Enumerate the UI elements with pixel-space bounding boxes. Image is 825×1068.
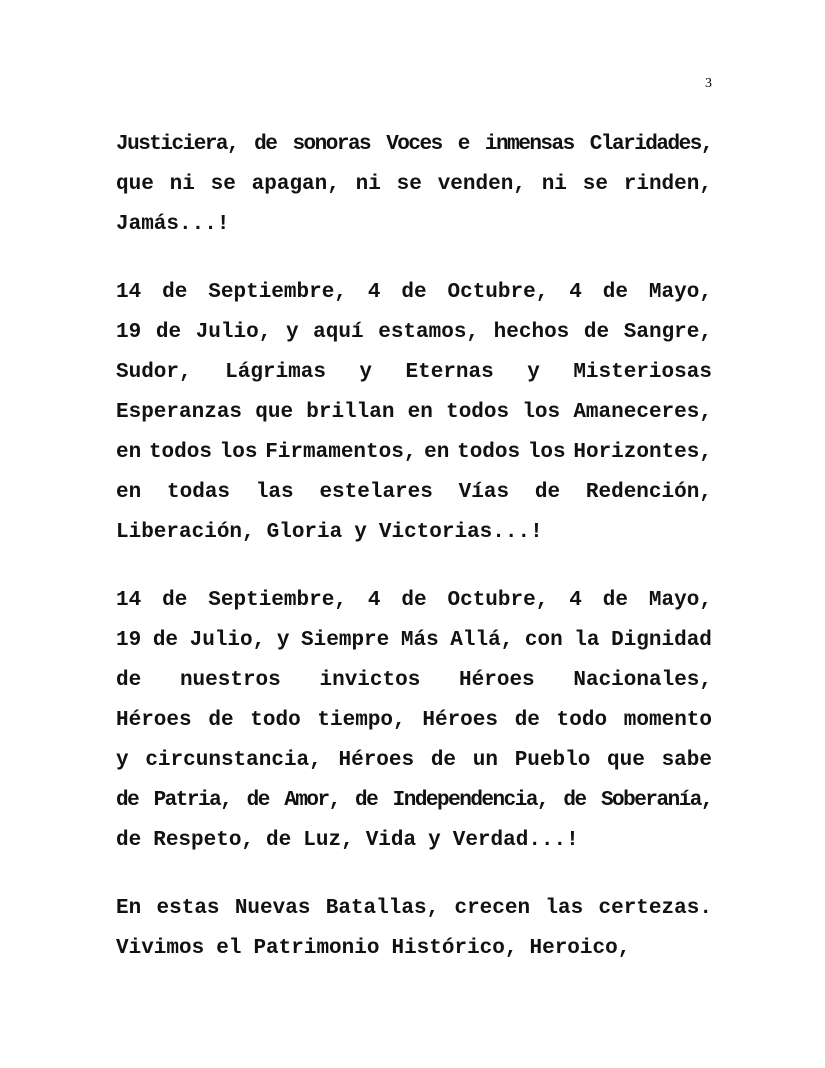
word: inmensas — [484, 133, 574, 156]
word: Nuevas — [234, 897, 311, 920]
word: Héroes — [459, 669, 535, 692]
word: ni — [169, 173, 195, 196]
word: En — [116, 897, 142, 920]
word: los — [219, 441, 258, 464]
text-line — [116, 661, 712, 701]
word: los — [522, 401, 561, 424]
word: de — [266, 829, 292, 852]
word: nuestros — [179, 669, 281, 692]
word: e — [457, 133, 469, 156]
word: invictos — [319, 669, 421, 692]
word: certezas. — [598, 897, 712, 920]
text-line — [116, 581, 712, 621]
word: y — [276, 629, 290, 652]
word: Luz, — [303, 829, 354, 852]
word: se — [210, 173, 236, 196]
word: Héroes — [116, 709, 192, 732]
word: de — [401, 281, 427, 304]
word: Sangre, — [623, 321, 712, 344]
text-line — [116, 165, 712, 205]
word: Esperanzas — [116, 401, 243, 424]
word: un — [472, 749, 498, 772]
word: Histórico, — [391, 937, 518, 960]
word: de — [116, 669, 142, 692]
word: 19 — [116, 321, 142, 344]
word: circunstancia, — [145, 749, 322, 772]
word: estelares — [319, 481, 433, 504]
text-line — [116, 433, 712, 473]
word: de — [155, 321, 182, 344]
word: todos — [148, 441, 212, 464]
word: en — [424, 441, 450, 464]
word: de — [246, 789, 269, 812]
word: Siempre — [301, 629, 390, 652]
word: Amaneceres, — [573, 401, 712, 424]
word: de — [602, 281, 628, 304]
word: Patrimonio — [253, 937, 380, 960]
word: todos — [457, 441, 521, 464]
word: Independencia, — [392, 789, 549, 812]
word: de — [430, 749, 457, 772]
text-line — [116, 473, 712, 513]
word: las — [255, 481, 294, 504]
text-line — [116, 353, 712, 393]
word: brillan — [306, 401, 395, 424]
word: Julio, — [189, 629, 266, 652]
word: Más — [400, 629, 439, 652]
word: Respeto, — [153, 829, 255, 852]
word: de — [116, 829, 142, 852]
text-line — [116, 889, 712, 929]
word: momento — [623, 709, 712, 732]
word: Liberación, — [116, 521, 255, 544]
text-line — [116, 513, 712, 553]
word: Septiembre, — [208, 281, 347, 304]
word: Voces — [386, 133, 442, 156]
word: venden, — [437, 173, 526, 196]
word: se — [582, 173, 608, 196]
word: sabe — [661, 749, 712, 772]
word: ni — [355, 173, 381, 196]
word: Firmamentos, — [265, 441, 417, 464]
text-line — [116, 929, 712, 969]
text-line — [116, 393, 712, 433]
word: estas — [156, 897, 220, 920]
word: en — [407, 401, 433, 424]
text-line — [116, 821, 712, 861]
word: se — [396, 173, 422, 196]
word: Eternas — [405, 361, 494, 384]
word: de — [583, 321, 610, 344]
word: Redención, — [585, 481, 712, 504]
word: Patria, — [153, 789, 232, 812]
word: y — [428, 829, 441, 852]
word: Verdad...! — [452, 829, 579, 852]
word: Horizontes, — [573, 441, 712, 464]
word: y — [116, 749, 129, 772]
word: con — [524, 629, 563, 652]
word: de — [152, 629, 179, 652]
word: y — [359, 361, 373, 384]
text-line — [116, 125, 712, 165]
word: de — [602, 589, 628, 612]
word: y — [354, 521, 367, 544]
word: Vida — [365, 829, 417, 852]
paragraph — [116, 125, 712, 245]
word: 14 — [116, 281, 142, 304]
word: Misteriosas — [573, 361, 712, 384]
word: Batallas, — [325, 897, 440, 920]
word: Mayo, — [648, 589, 712, 612]
word: Septiembre, — [208, 589, 347, 612]
word: de — [563, 789, 586, 812]
word: Dignidad — [611, 629, 712, 652]
word: las — [545, 897, 584, 920]
paragraph — [116, 581, 712, 861]
word: Heroico, — [529, 937, 631, 960]
word: ni — [541, 173, 567, 196]
word: Claridades, — [589, 133, 712, 156]
word: rinden, — [623, 173, 712, 196]
word: que — [607, 749, 645, 772]
word: Soberanía, — [600, 789, 712, 812]
word: en — [116, 441, 142, 464]
word: que — [116, 173, 154, 196]
word: que — [255, 401, 294, 424]
word: 19 — [116, 629, 142, 652]
word: estamos, — [378, 321, 480, 344]
word: Gloria — [266, 521, 343, 544]
word: Nacionales, — [573, 669, 712, 692]
word: tiempo, — [317, 709, 406, 732]
page-number: 3 — [705, 76, 712, 91]
word: de — [116, 789, 139, 812]
word: 4 — [367, 589, 381, 612]
word: Octubre, — [447, 589, 549, 612]
word: sonoras — [292, 133, 371, 156]
word: de — [208, 709, 234, 732]
word: Octubre, — [447, 281, 549, 304]
word: Jamás...! — [116, 213, 230, 236]
word: la — [574, 629, 600, 652]
paragraph — [116, 889, 712, 969]
word: de — [162, 281, 188, 304]
text-line — [116, 781, 712, 821]
word: Vivimos — [116, 937, 205, 960]
word: Lágrimas — [225, 361, 326, 384]
word: 14 — [116, 589, 142, 612]
word: Vías — [458, 481, 510, 504]
body-text — [116, 125, 712, 997]
word: aquí — [313, 321, 364, 344]
word: Mayo, — [648, 281, 712, 304]
text-line — [116, 273, 712, 313]
word: Héroes — [422, 709, 498, 732]
word: Sudor, — [116, 361, 192, 384]
word: el — [216, 937, 242, 960]
text-line — [116, 701, 712, 741]
paragraph — [116, 273, 712, 553]
word: crecen — [454, 897, 531, 920]
text-line — [116, 205, 712, 245]
word: Justiciera, — [116, 133, 239, 156]
text-line — [116, 621, 712, 661]
word: Allá, — [450, 629, 514, 652]
word: todo — [250, 709, 301, 732]
word: Victorias...! — [378, 521, 543, 544]
word: en — [116, 481, 142, 504]
word: todas — [167, 481, 231, 504]
word: 4 — [569, 281, 582, 304]
word: apagan, — [251, 173, 340, 196]
word: de — [401, 589, 427, 612]
word: Julio, — [195, 321, 272, 344]
word: Pueblo — [514, 749, 591, 772]
word: de — [355, 789, 378, 812]
word: y — [285, 321, 299, 344]
word: y — [527, 361, 540, 384]
word: todos — [446, 401, 510, 424]
word: los — [527, 441, 566, 464]
word: Héroes — [338, 749, 415, 772]
word: 4 — [367, 281, 381, 304]
word: 4 — [569, 589, 582, 612]
word: de — [162, 589, 188, 612]
text-line — [116, 741, 712, 781]
word: Amor, — [284, 789, 340, 812]
word: hechos — [493, 321, 570, 344]
word: todo — [556, 709, 608, 732]
word: de — [254, 133, 277, 156]
word: de — [534, 481, 561, 504]
text-line — [116, 313, 712, 353]
word: de — [514, 709, 540, 732]
